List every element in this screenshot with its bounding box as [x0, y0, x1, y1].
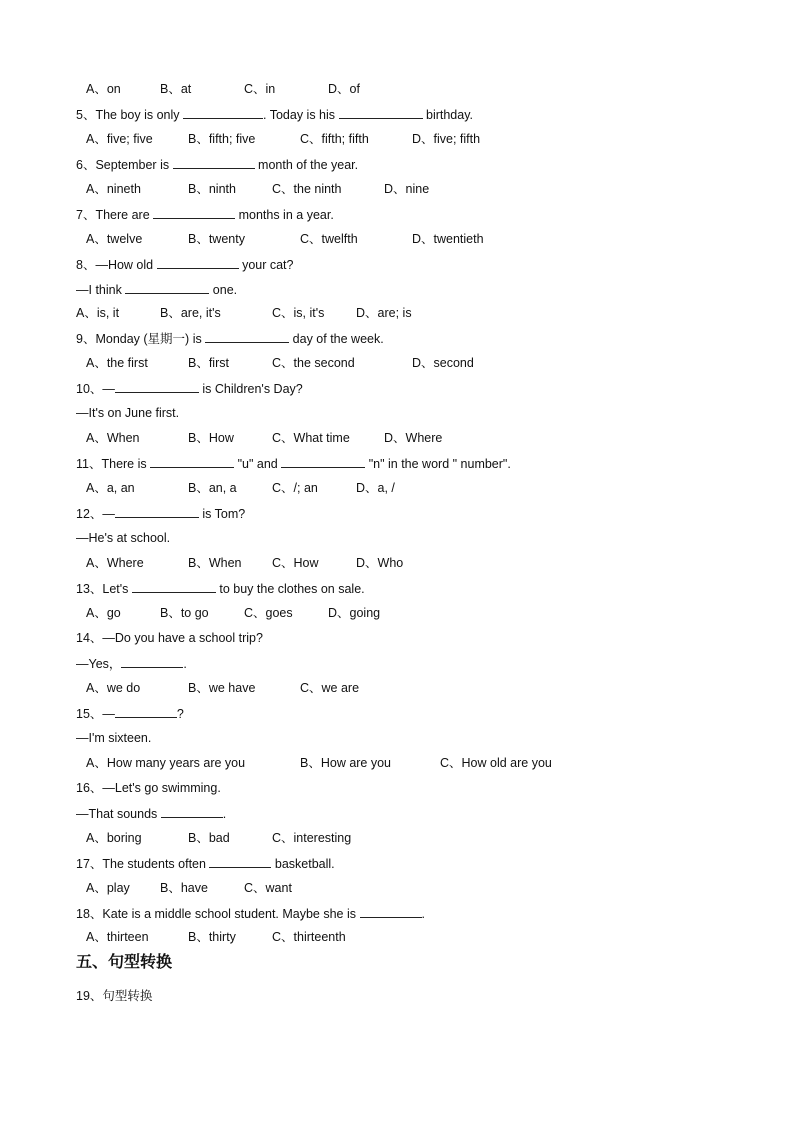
option-a[interactable]: A、we do — [86, 681, 141, 695]
option-b[interactable]: B、fifth; five — [188, 132, 256, 146]
option-b[interactable]: B、ninth — [188, 182, 236, 196]
question-15: 15、— ? — [76, 707, 184, 721]
option-c[interactable]: C、interesting — [272, 831, 352, 845]
question-6: 6、September is month of the year. — [76, 158, 359, 172]
question-11: 11、There is "u" and "n" in the word " number". — [76, 457, 511, 471]
option-b[interactable]: B、have — [160, 881, 208, 895]
answer-blank[interactable] — [115, 505, 199, 518]
option-c[interactable]: C、What time — [272, 431, 350, 445]
question-9: 9、Monday (星期一) is day of the week. — [76, 332, 384, 346]
option-b[interactable]: B、thirty — [188, 930, 236, 944]
answer-blank[interactable] — [339, 106, 423, 119]
question-17: 17、The students often basketball. — [76, 857, 335, 871]
answer-blank[interactable] — [183, 106, 263, 119]
option-a[interactable]: A、on — [86, 82, 121, 96]
option-a[interactable]: A、five; five — [86, 132, 153, 146]
option-c[interactable]: C、How old are you — [440, 756, 552, 770]
option-c[interactable]: C、the ninth — [272, 182, 342, 196]
option-d[interactable]: D、nine — [384, 182, 430, 196]
option-c[interactable]: C、the second — [272, 356, 355, 370]
question-7: 7、There are months in a year. — [76, 208, 334, 222]
answer-blank[interactable] — [125, 281, 209, 294]
question-8: 8、—How old your cat? — [76, 258, 294, 272]
answer-blank[interactable] — [161, 805, 223, 818]
option-c[interactable]: C、twelfth — [300, 232, 358, 246]
option-b[interactable]: B、bad — [188, 831, 230, 845]
option-b[interactable]: B、How — [188, 431, 234, 445]
answer-blank[interactable] — [205, 330, 289, 343]
answer-blank[interactable] — [153, 206, 235, 219]
answer-blank[interactable] — [115, 705, 177, 718]
answer-blank[interactable] — [281, 455, 365, 468]
option-d[interactable]: D、five; fifth — [412, 132, 481, 146]
option-b[interactable]: B、an, a — [188, 481, 237, 495]
option-b[interactable]: B、to go — [160, 606, 209, 620]
question-5: 5、The boy is only . Today is his birthday. — [76, 108, 474, 122]
question-10: 10、— is Children's Day? — [76, 382, 303, 396]
option-c[interactable]: C、/; an — [272, 481, 318, 495]
question-14-reply: —Yes， . — [76, 657, 187, 671]
answer-blank[interactable] — [360, 905, 422, 918]
option-d[interactable]: D、twentieth — [412, 232, 484, 246]
option-a[interactable]: A、Where — [86, 556, 144, 570]
option-a[interactable]: A、is, it — [76, 306, 120, 320]
option-d[interactable]: D、going — [328, 606, 381, 620]
option-b[interactable]: B、How are you — [300, 756, 392, 770]
question-15-reply: —I'm sixteen. — [76, 731, 152, 745]
option-c[interactable]: C、thirteenth — [272, 930, 346, 944]
question-19: 19、句型转换 — [76, 989, 153, 1003]
answer-blank[interactable] — [209, 855, 271, 868]
answer-blank[interactable] — [132, 580, 216, 593]
option-a[interactable]: A、the first — [86, 356, 148, 370]
answer-blank[interactable] — [150, 455, 234, 468]
option-b[interactable]: B、When — [188, 556, 242, 570]
answer-blank[interactable] — [115, 380, 199, 393]
answer-blank[interactable] — [173, 156, 255, 169]
question-18: 18、Kate is a middle school student. Maybe she is . — [76, 907, 425, 921]
answer-blank[interactable] — [121, 655, 183, 668]
option-d[interactable]: D、are; is — [356, 306, 412, 320]
option-d[interactable]: D、a, / — [356, 481, 395, 495]
question-12-reply: —He's at school. — [76, 531, 171, 545]
option-c[interactable]: C、want — [244, 881, 292, 895]
option-a[interactable]: A、nineth — [86, 182, 141, 196]
option-c[interactable]: C、in — [244, 82, 276, 96]
option-d[interactable]: D、second — [412, 356, 474, 370]
option-a[interactable]: A、twelve — [86, 232, 143, 246]
option-c[interactable]: C、fifth; fifth — [300, 132, 369, 146]
option-d[interactable]: D、Who — [356, 556, 404, 570]
question-12: 12、— is Tom? — [76, 507, 246, 521]
option-a[interactable]: A、How many years are you — [86, 756, 246, 770]
option-c[interactable]: C、goes — [244, 606, 293, 620]
option-a[interactable]: A、When — [86, 431, 140, 445]
option-b[interactable]: B、twenty — [188, 232, 245, 246]
option-b[interactable]: B、at — [160, 82, 192, 96]
option-a[interactable]: A、go — [86, 606, 121, 620]
option-c[interactable]: C、How — [272, 556, 319, 570]
question-13: 13、Let's to buy the clothes on sale. — [76, 582, 365, 596]
option-b[interactable]: B、are, it's — [160, 306, 221, 320]
option-c[interactable]: C、we are — [300, 681, 360, 695]
option-c[interactable]: C、is, it's — [272, 306, 325, 320]
option-b[interactable]: B、we have — [188, 681, 256, 695]
question-10-reply: —It's on June first. — [76, 406, 180, 420]
answer-blank[interactable] — [157, 256, 239, 269]
option-a[interactable]: A、play — [86, 881, 130, 895]
option-a[interactable]: A、boring — [86, 831, 142, 845]
section-heading: 五、句型转换 — [76, 952, 173, 971]
question-16: 16、—Let's go swimming. — [76, 781, 221, 795]
question-14: 14、—Do you have a school trip? — [76, 631, 263, 645]
question-16-reply: —That sounds . — [76, 807, 227, 821]
option-d[interactable]: D、Where — [384, 431, 443, 445]
question-8-reply: —I think one. — [76, 283, 238, 297]
option-d[interactable]: D、of — [328, 82, 360, 96]
option-a[interactable]: A、thirteen — [86, 930, 149, 944]
option-a[interactable]: A、a, an — [86, 481, 135, 495]
option-b[interactable]: B、first — [188, 356, 229, 370]
